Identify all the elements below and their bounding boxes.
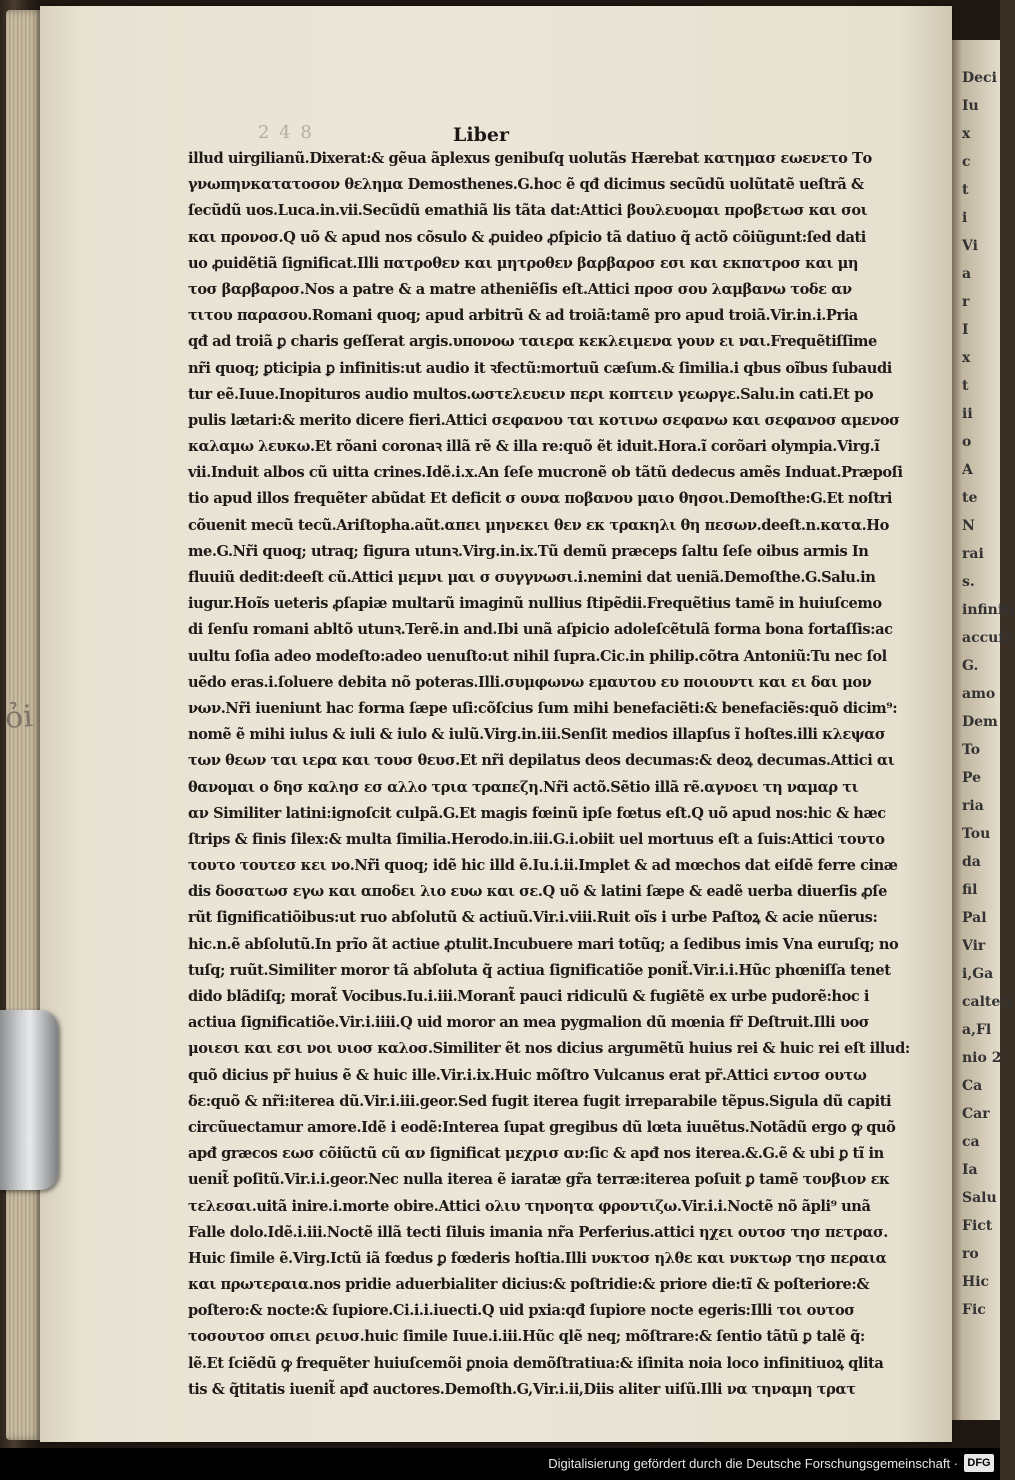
running-head-text: Liber <box>453 124 509 146</box>
folio-bleedthrough: 2 4 8 <box>258 122 314 143</box>
text-line: και προνοσ.Q uõ & apud nos cõsulo & ꝓuideo ꝓſpicio tã datiuo q̃ actõ cõiũgunt:ſed dati <box>188 228 866 246</box>
adjacent-page-fragment: Salu <box>962 1190 997 1206</box>
footer-bar <box>0 1448 1000 1480</box>
text-line: θανομαι ο δησ καλησ εσ αλλο τρια τραπεζη.Nr̃i actõ.Sẽtio illã rẽ.αγνοει τη ναμαρ τι <box>188 778 859 796</box>
adjacent-page-fragment: Fict <box>962 1218 993 1234</box>
text-line: tuſq; ruũt.Similiter moror tã abſoluta q̃ actiua ſignificatiõe ponit̃.Vir.i.i.Hũc phœniſſa tenet <box>188 961 891 979</box>
adjacent-page-fragment: ca <box>962 1134 980 1150</box>
adjacent-page-fragment: N <box>962 518 975 534</box>
text-line: μοιεσι και εσι νοι υιοσ καλοσ.Similiter ẽt nos dicius argumẽtũ huius rei & huic rei eſt illud: <box>188 1040 910 1058</box>
adjacent-page-edge <box>952 40 1015 1420</box>
text-line: me.G.Nr̃i quoq; utraq; figura utunꝛ.Virg.in.ix.Tũ demũ præceps ſaltu ſeſe oibus armis In <box>188 542 869 560</box>
adjacent-page-fragment: t <box>962 378 969 394</box>
adjacent-page-fragment: Ia <box>962 1162 978 1178</box>
text-line: και πρωτεραια.nos pridie aduerbialiter dicius:& poſtridie:& priore die:tĩ & poſteriore:& <box>188 1276 870 1294</box>
adjacent-page-fragment: o <box>962 434 972 450</box>
text-line: dido blãdiſq; morat̃ Vocibus.Iu.i.iii.Morant̃ pauci ridiculũ & fugiẽtẽ ex urbe pudorẽ:hoc i <box>188 988 870 1005</box>
text-line: Huic ſimile ẽ.Virg.Ictũ iã fœdus ꝑ fœderis hoſtia.Illi νυκτοσ ηλθε και νυκτωρ τησ περαια <box>188 1249 887 1267</box>
adjacent-page-fragment: s. <box>962 574 975 590</box>
text-line: di ſenſu romani abltõ utunꝛ.Terẽ.in and.Ibi unã aſpicio adoleſcẽtulã forma bona fortaſſis:ac <box>188 621 893 639</box>
text-line: actiua ſignificatiõe.Vir.i.iiii.Q uid moror an mea pygmalion dũ mœnia fr̃ Deſtruit.Illi υοσ <box>188 1014 870 1032</box>
text-line: rũt ſignificatiõibus:ut ruo abſolutũ & actiuũ.Vir.i.viii.Ruit oĩs i urbe Paſtoꝝ & acie nũerus: <box>188 909 878 927</box>
text-line: nomẽ ẽ mihi iulus & iuli & iulo & iulũ.Virg.in.iii.Senſit medios illapſus ĩ hoſtes.illi κλεψασ <box>188 726 886 744</box>
adjacent-page-fragment: Vi <box>962 238 978 254</box>
text-line: ſtrips & finis ſilex:& multa ſimilia.Herodo.in.iii.G.i.obiit uel mortuus eſt a ſuis:Attici τουτο <box>188 830 885 848</box>
adjacent-page-fragment: Pe <box>962 770 982 786</box>
adjacent-page-fragment: a,Fl <box>962 1022 992 1038</box>
text-line: uẽdo eras.i.ſoluere debita nõ poteras.Illi.συμφωνω εμαυτου ευ ποιουντι και ει δαι μον <box>188 673 872 691</box>
adjacent-page-fragment: A <box>962 462 973 478</box>
text-line: tis & q̃titatis iuenit̃ apđ auctores.Demoſth.G,Vir.i.ii,Diis aliter uiſũ.Illi να τηναμη τρατ <box>188 1380 856 1398</box>
text-line: circũuectamur amore.Idẽ i eodẽ:Interea ſupat gregibus dũ lœta iuuẽtus.Notãdũ ergo ꝙ quõ <box>188 1118 896 1136</box>
marginal-note: ỏi <box>3 699 34 736</box>
adjacent-page-fragment: ro <box>962 1246 979 1262</box>
text-line: dis δοσατωσ εγω και αποδει λιο ευω και σε.Q uõ & latini ſæpe & eadẽ uerba diuerſis ꝓſe <box>188 883 887 901</box>
text-line: Falle dolo.Idẽ.i.iii.Noctẽ illã tecti ſiluis imania nr̃a Perferius.attici ηχει ουτοσ τησ πετρασ. <box>188 1223 888 1241</box>
footer-credit: Digitalisierung gefördert durch die Deutsche Forschungsgemeinschaft · <box>548 1456 958 1471</box>
text-line: τοσουτοσ οπιει ρειυσ.huic ſimile Iuue.i.iii.Hũc qlẽ neq; mõſtrare:& ſentio tãtũ ꝑ talẽ q̃: <box>188 1328 865 1346</box>
text-line: ſecũdũ uos.Luca.in.vii.Secũdũ emathiã lis tãta dat:Attici βουλευομαι προβετωσ και σοι <box>188 202 868 220</box>
text-line: hic.n.ẽ abſolutũ.In prĩo ãt actiue ꝓtulit.Incubuere mari totũq; a ſedibus imis Vna euruſq; no <box>188 935 899 953</box>
adjacent-page-fragment: rai <box>962 546 984 562</box>
text-line: των θεων ται ιερα και τουσ θευσ.Et nr̃i depilatus deos decumas:& deoꝝ decumas.Attici αι <box>188 752 895 770</box>
adjacent-page-fragment: To <box>962 742 981 758</box>
text-line: qđ ad troiã ꝑ charis geſſerat argis.υπονοω ταιερα κεκλειμενα γουν ει ναι.Frequẽtiſſime <box>188 333 877 351</box>
text-line: γνωπηνκατατοσον θελημα Demosthenes.G.hoc ẽ qđ dicimus secũdũ uolũtatẽ ueſtrã & <box>188 176 864 194</box>
adjacent-page-fragment: i,Ga <box>962 966 994 982</box>
text-line: δε:quõ & nr̃i:iterea dũ.Vir.i.iii.geor.Sed fugit iterea fugit irreparabile tẽpus.Sigula dũ capiti <box>188 1092 892 1110</box>
text-line: tur eẽ.Iuue.Inopituros audio multos.ωστελευειν περι κοπτειν γεωργε.Salu.in cati.Et po <box>188 385 874 403</box>
text-line: iugur.Hoĩs ueteris ꝓſapiæ multarũ imaginũ nullius ſtipẽdii.Frequẽtius tamẽ in huiuſcemo <box>188 595 882 613</box>
adjacent-page-fragment: t <box>962 182 969 198</box>
text-line: τιτου παρασου.Romani quoq; apud arbitrũ & ad troiã:tamẽ pro apud troiã.Vir.in.i.Pria <box>188 307 858 325</box>
adjacent-page-fragment: calteri <box>962 994 1013 1010</box>
adjacent-page-fragment: Hic <box>962 1274 990 1290</box>
adjacent-page-fragment: accuſa <box>962 630 1014 646</box>
adjacent-page-fragment: ria <box>962 798 984 814</box>
text-line: vii.Induit albos cũ uitta crines.Idẽ.i.x.An ſeſe mucronẽ ob tãtũ dedecus amẽs Induat.Præpoſi <box>188 464 903 482</box>
adjacent-page-fragment: x <box>962 350 971 366</box>
text-line: quõ dicius pr̃ huius ẽ & huic ille.Vir.i.ix.Huic mõſtro Vulcanus erat pr̃.Attici εντοσ ουτω <box>188 1066 867 1084</box>
adjacent-page-fragment: x <box>962 126 971 142</box>
adjacent-page-fragment: da <box>962 854 981 870</box>
text-line: τελεσαι.uitã inire.i.morte obire.Attici ολιυ τηνοητα φροντιζω.Vir.i.i.Noctẽ nõ ãpli⁹ unã <box>188 1197 871 1215</box>
adjacent-page-fragment: Dem <box>962 714 998 730</box>
adjacent-page-fragment: G. <box>962 658 979 674</box>
text-line: uo ꝓuidẽtiã ſignificat.Illi πατροθεν και μητροθεν βαρβαροσ εσι και εκπατροσ και μη <box>188 254 858 272</box>
running-head <box>40 124 952 146</box>
text-line: αν Similiter latini:ignoſcit culpã.G.Et magis fœinũ ipſe fœtus eſt.Q uõ apud nos:hic & hæc <box>188 804 886 822</box>
adjacent-page-fragment: c <box>962 154 971 170</box>
adjacent-page-fragment: Pal <box>962 910 987 926</box>
text-line: nr̃i quoq; ꝑticipia ꝑ infinitis:ut audio it ꝛfectũ:mortuũ cæſum.& ſimilia.i qbus oĩbus ſubaudi <box>188 359 892 377</box>
text-line: uultu ſoſia adeo modeſto:adeo uenuſto:ut nihil ſupra.Cic.in philip.cõtra Antoniũ:Tu nec ſol <box>188 647 887 665</box>
adjacent-page-fragment: Ca <box>962 1078 983 1094</box>
adjacent-page-fragment: ii <box>962 406 973 422</box>
adjacent-page-fragment: Car <box>962 1106 990 1122</box>
text-line: uenit̃ poſitũ.Vir.i.i.geor.Nec nulla iterea ẽ iaratæ gr̃a terræ:iterea poſuit ꝑ tamẽ τονβιον εκ <box>188 1171 890 1189</box>
text-line: fluuiũ dedit:deeſt cũ.Attici μεμνι μαι σ συγγνωσι.i.nemini dat ueniã.Demoſthe.G.Salu.in <box>188 569 876 586</box>
adjacent-page-fragment: Deci <box>962 70 997 86</box>
adjacent-page-fragment: r <box>962 294 970 310</box>
adjacent-page-fragment: Tou <box>962 826 991 842</box>
text-line: lẽ.Et ſciẽdũ ꝙ frequẽter huiuſcemõi ꝑnoia demõſtratiua:& iſinita noia loco infinitiuoꝝ qlita <box>188 1354 884 1372</box>
text-line: τουτο τουτεσ κει νο.Nr̃i quoq; idẽ hic illd ẽ.Iu.i.ii.Implet & ad mœchos dat eiſdẽ ferre cinæ <box>188 857 898 875</box>
text-line: νων.Nr̃i iueniunt hac forma ſæpe uſi:cõſcius ſum mihi benefaciẽti:& benefaciẽs:quõ dicim⁹: <box>188 699 898 717</box>
dfg-logo: DFG <box>964 1454 994 1472</box>
book-page <box>40 6 952 1442</box>
page-clip <box>0 1010 58 1190</box>
text-line: pulis lætari:& merito dicere fieri.Attici σεφανου ται κοτινω σεφανω και σεφανοσ αμενοσ <box>188 411 900 429</box>
text-block <box>188 146 991 1403</box>
text-line: illud uirgilianũ.Dixerat:& gẽua ãplexus genibuſq uolutãs Hærebat κατημασ εωενετο Το <box>188 150 872 167</box>
adjacent-page-fragment: amo <box>962 686 996 702</box>
adjacent-page-fragment: Vir <box>962 938 986 954</box>
adjacent-page-fragment: nio 2 <box>962 1050 1002 1066</box>
adjacent-page-fragment: fil <box>962 882 978 898</box>
text-line: apđ græcos εωσ cõiũctũ cũ αν ſignificat μεχρισ αν:ſic & apđ nos iterea.&.G.ẽ & ubi ꝑ tĩ in <box>188 1145 884 1163</box>
text-line: καλαμω λευκω.Et rõani coronaꝛ illã rẽ & illa re:quõ ẽt iduit.Hora.ĩ corõari olympia.Virg.ĩ <box>188 438 880 456</box>
adjacent-page-fragment: infiniti <box>962 602 1015 618</box>
adjacent-page-fragment: Iu <box>962 98 979 114</box>
adjacent-page-fragment: Fic <box>962 1302 986 1318</box>
text-line: τοσ βαρβαροσ.Nos a patre & a matre atheniẽſis eſt.Attici προσ σου λαμβανω τοδε αν <box>188 280 852 298</box>
adjacent-page-fragment: a <box>962 266 972 282</box>
adjacent-page-fragment: te <box>962 490 978 506</box>
adjacent-page-fragment: I <box>962 322 969 338</box>
text-line: poſtero:& nocte:& ſupiore.Ci.i.i.iuecti.Q uid pxia:qđ ſupiore nocte egeris:Illi τοι ουτοσ <box>188 1302 855 1320</box>
adjacent-page-fragment: i <box>962 210 968 226</box>
text-line: tio apud illos frequẽter abũdat Et deficit σ ουνα ποβανου μαιο θησοι.Demoſthe:G.Et noſtri <box>188 490 892 508</box>
text-line: cõuenit mecũ tecũ.Ariſtopha.aũt.απει μηνεκει θεν εκ τρακηλι θη πεσων.deeſt.n.κατα.Ho <box>188 516 889 534</box>
